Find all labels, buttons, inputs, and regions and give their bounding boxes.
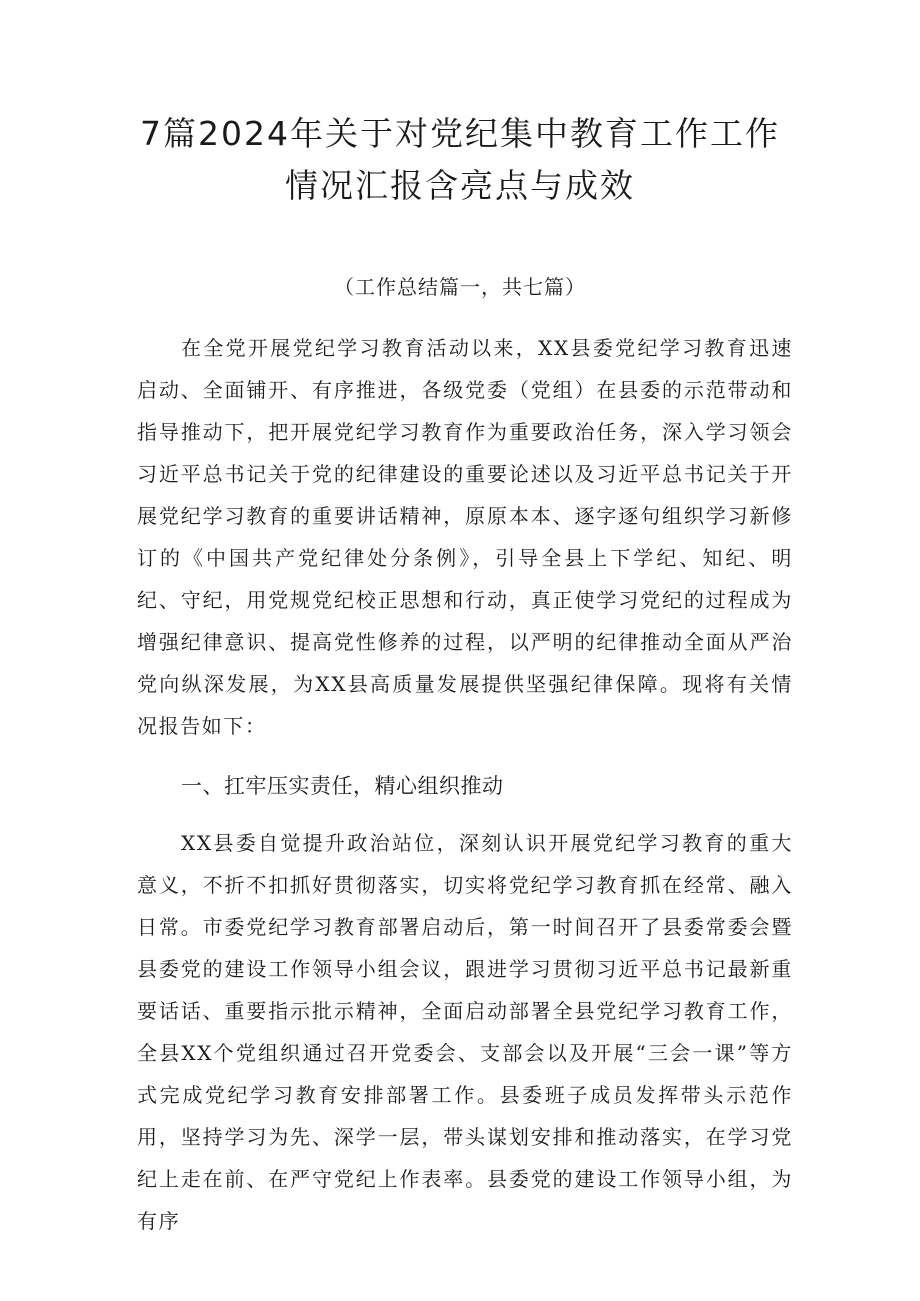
body-paragraph-section-1: XX县委自觉提升政治站位，深刻认识开展党纪学习教育的重大意义，不折不扣抓好贯彻落实，切实将党纪学习教育抓在经常、融入日常。市委党纪学习教育部署启动后，第一时间召开了县委常委会暨县委党的建设工作领导小组会议，跟进学习贯彻习近平总书记最新重要话话、重要指示批示精神，全面启动部署全县党纪学习教育工作，全县XX个党组织通过召开党委会、支部会以及开展“三会一课”等方式完成党纪学习教育安排部署工作。县委班子成员发挥带头示范作用，坚持学习为先、深学一层，带头谋划安排和推动落实，在学习党纪上走在前、在严守党纪上作表率。县委党的建设工作领导小组，为有序 [137, 831, 793, 1233]
section-heading-1: 一、扛牢压实责任，精心组织推动 [181, 774, 504, 798]
document-subtitle: （工作总结篇一，共七篇） [334, 275, 586, 299]
document-title-line-1: 7篇2024年关于对党纪集中教育工作工作 [140, 114, 780, 153]
body-paragraph-intro: 在全党开展党纪学习教育活动以来，XX县委党纪学习教育迅速启动、全面铺开、有序推进，各级党委（党组）在县委的示范带动和指导推动下，把开展党纪学习教育作为重要政治任务，深入学习领会习近平总书记关于党的纪律建设的重要论述以及习近平总书记关于开展党纪学习教育的重要讲话精神，原原本本、逐字逐句组织学习新修订的《中国共产党纪律处分条例》，引导全县上下学纪、知纪、明纪、守纪，用党规党纪校正思想和行动，真正使学习党纪的过程成为增强纪律意识、提高党性修养的过程，以严明的纪律推动全面从严治党向纵深发展，为XX县高质量发展提供坚强纪律保障。现将有关情况报告如下： [137, 336, 793, 738]
document-title-line-2: 情况汇报含亮点与成效 [285, 166, 635, 205]
